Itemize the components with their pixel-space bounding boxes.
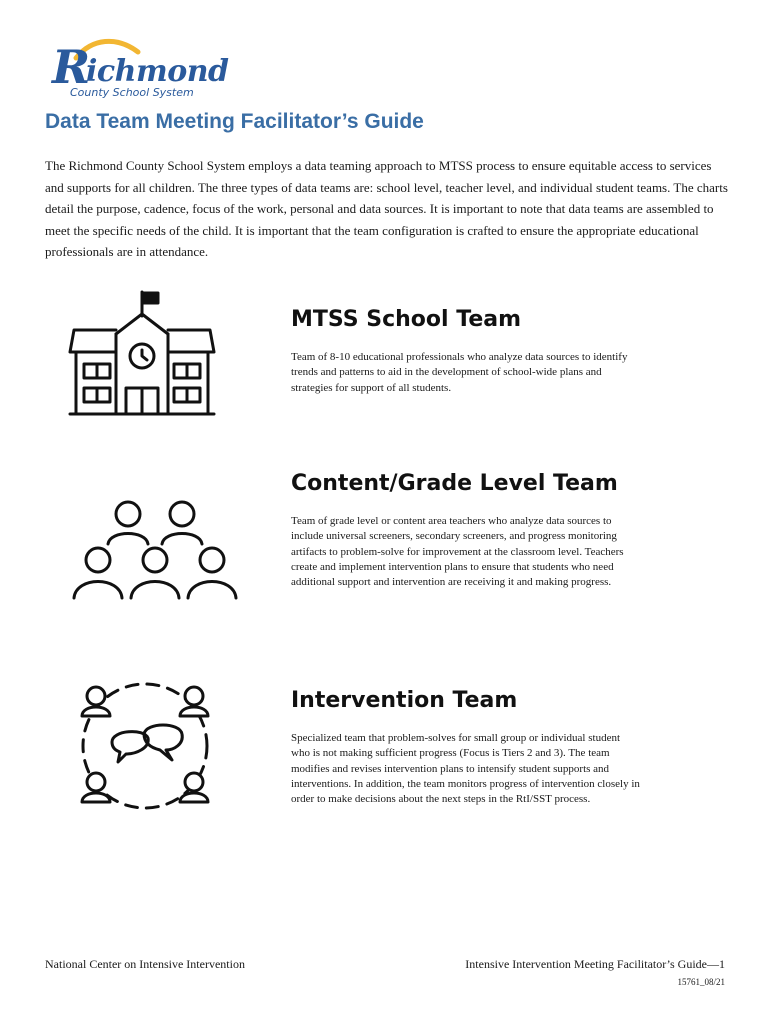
footer-document-code: 15761_08/21 xyxy=(677,977,725,987)
group-people-icon xyxy=(70,492,240,602)
team-discussion-icon xyxy=(72,672,218,822)
page-title: Data Team Meeting Facilitator’s Guide xyxy=(45,110,424,133)
section-title-mtss-school-team: MTSS School Team xyxy=(291,307,522,332)
logo-wordmark: ichmond xyxy=(86,54,229,89)
footer-organization: National Center on Intensive Intervention xyxy=(45,957,245,971)
section-body-intervention-team: Specialized team that problem-solves for small group or individual student who is not making sufficient progress (Focus is Tiers 2 and 3). The team modifies and revises intervention plans to intensify student supports and interventions. In addition, the team monitors progress of intervention closely in order to make decisions about the next steps in the RtI/SST process. xyxy=(291,732,640,806)
logo-initial: R xyxy=(52,40,91,94)
intro-paragraph: The Richmond County School System employs a data teaming approach to MTSS process to ensure equitable access to services and supports for all children. The three types of data teams are: school level, teacher level, and individual student teams. The charts detail the purpose, cadence, focus of the work, personal and data sources. It is important to note that data teams are assembled to meet the specific needs of the child. It is important that the team configuration is crafted to ensure the appropriate educational professionals are in attendance. xyxy=(45,158,728,259)
section-body-mtss-school-team: Team of 8-10 educational professionals who analyze data sources to identify trends and patterns to aid in the development of school-wide plans and strategies for support of all students. xyxy=(291,351,628,394)
section-title-content-grade-level-team: Content/Grade Level Team xyxy=(291,471,618,496)
section-body-content-grade-level-team: Team of grade level or content area teachers who analyze data sources to include universal screeners, secondary screeners, and progress monitoring artifacts to problem-solve for improvement at the classroom level. Teachers create and implement intervention plans to ensure that students who need additional support and intervention are receiving it and making progress. xyxy=(291,515,624,589)
logo-subtitle: County School System xyxy=(70,86,194,99)
richmond-county-logo xyxy=(52,36,229,102)
school-building-icon xyxy=(68,290,216,420)
section-title-intervention-team: Intervention Team xyxy=(291,688,518,713)
footer-guide-page: Intensive Intervention Meeting Facilitator’s Guide—1 xyxy=(465,957,725,971)
